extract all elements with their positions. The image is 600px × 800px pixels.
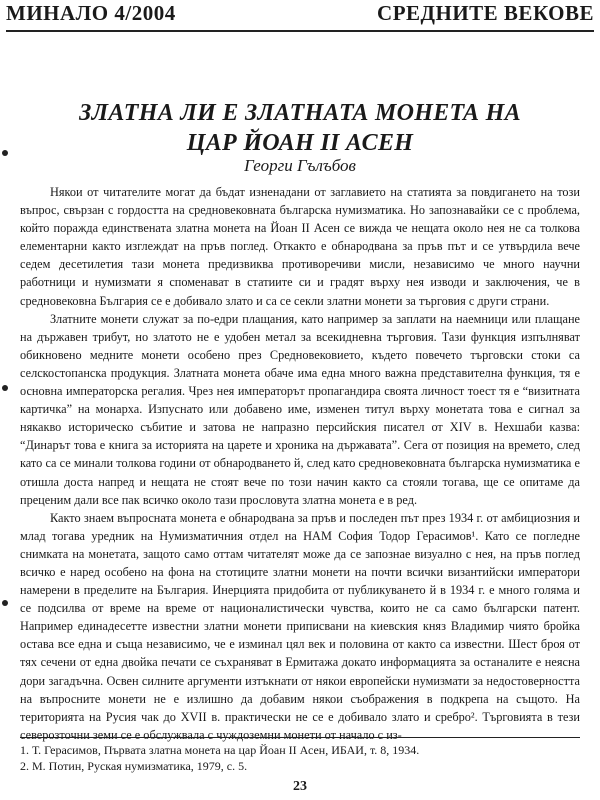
footnotes <box>20 737 580 774</box>
paragraph-3: Както знаем въпросната монета е обнародвана за пръв и последен път през 1934 г. от амбициозния и млад тогава уредник на Нумизматичния отдел на НАМ София Тодор Герасимов¹. Като се погледне снимката на монетата, защото само оттам читателят може да се запознае визуално с нея, на пръв поглед всичко е наред особено на фона на стотиците златни монети на почти всички византийски императори намерени в пределите на България. Инерцията придобита от публикуването й в 1934 г. е много голяма и се подсилва от време на време от националистически чувства, които не са само български патент. Например единадесетте известни златни монети приписвани на киевския княз Владимир чиято бройка остава все една и съща независимо, че е изминал цял век и половина от както са известни. Шест броя от тях сечени от една двойка печати се съхраняват в Ермитажа докато информацията за останалите е неясна дори загадъчна. Освен силните аргументи изтъкнати от някои европейски нумизмати за недостоверността на въпросните монети не е излишно да добавим някои съображения в подкрепа на същото. На територията на Русия чак до XVII в. практически не се е добивало злато и сребро². Търговията в тези северозточни земи се е обслужвала с чуждоземни монети от начало с из- <box>20 510 580 742</box>
title-line-2: ЦАР ЙОАН II АСЕН <box>186 130 414 156</box>
section-title: СРЕДНИТЕ ВЕКОВЕ <box>377 1 594 25</box>
page-number: 23 <box>293 779 307 794</box>
paragraph-2: Златните монети служат за по-едри плащания, като например за заплати на наемници или плащане на държавен трибут, но златото не е удобен метал за всекидневна търговия. Тази функция изпълняват обикновено медните монети особено през Средновековието, където повечето търговски стоки са селскостопанска продукция. Златната монета обаче има една много важна представителна функция, тя е основна императорска регалия. Чрез нея императорът пропагандира своята личност тоест тя е “визитната картичка” на монарха. Изпуснато или добавено име, изменен титул върху монетата това е сигнал за някакво историческо събитие и затова не напразно персийския писател от XIV в. Нехшаби казва: “Динарът това е книга за историята на царете и хроника на държавата”. Сега от позиция на времето, след като са се минали толкова години от обнародването й, след като средновековната българска нумизматика е отишла доста напред и нещата не стоят вече по този начин както са стояли тогава, ще се опитаме да преценим дали все пак всичко около тази прословута златна монета е в ред. <box>20 311 580 507</box>
margin-mark-top <box>2 150 8 156</box>
margin-mark-bottom <box>2 600 8 606</box>
running-header <box>6 0 594 32</box>
article-title <box>40 98 560 158</box>
title-line-1: ЗЛАТНА ЛИ Е ЗЛАТНАТА МОНЕТА НА <box>79 100 521 126</box>
footnote-1: 1. Т. Герасимов, Първата златна монета на цар Йоан II Асен, ИБАИ, т. 8, 1934. <box>20 743 420 757</box>
article-author: Георги Гълъбов <box>244 156 356 175</box>
margin-mark-middle <box>2 385 8 391</box>
paragraph-1: Някои от читателите могат да бъдат изненадани от заглавието на статията за повдигането на този въпрос, свързан с гордостта на средновековната българска нумизматика. Но запознавайки се с проблема, който поражда единствената златна монета на Йоан II Асен се вижда че нещата около нея не са толкова елементарни както изглеждат на пръв поглед. Откакто е обнародвана за пръв път и се утвърдила вече седем десетилетия тази монета предизвиква противоречиви мисли, независимо че много научни работници и нумизмати я споменават в статиите си и градят върху нея изводи и заключения, че в средновековна България се е добивало злато и са се секли златни монети за търговия с други страни. <box>20 185 580 308</box>
journal-issue: МИНАЛО 4/2004 <box>6 1 176 25</box>
article-body <box>20 183 580 744</box>
footnote-2: 2. М. Потин, Руская нумизматика, 1979, с. 5. <box>20 759 248 773</box>
